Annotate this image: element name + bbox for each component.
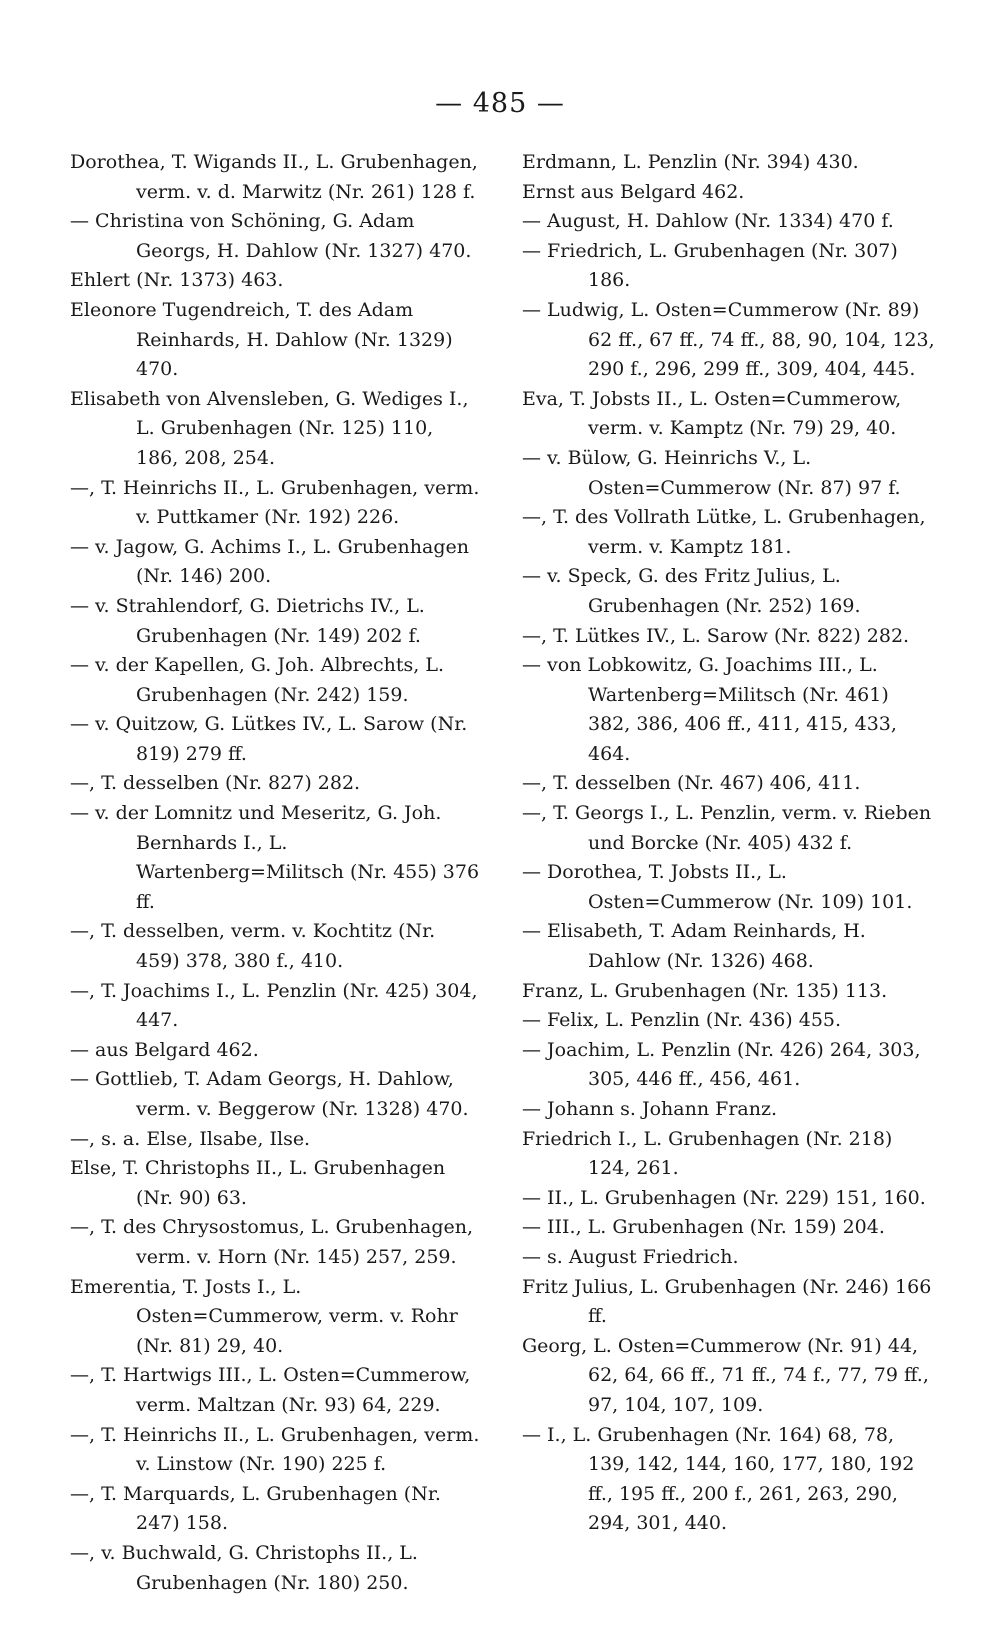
index-entry: Franz, L. Grubenhagen (Nr. 135) 113.	[522, 979, 888, 1002]
index-entry: — Gottlieb, T. Adam Georgs, H. Dahlow, verm. v. Beggerow (Nr. 1328) 470.	[70, 1068, 469, 1120]
index-entry: —, T. des Chrysostomus, L. Grubenhagen, verm. v. Horn (Nr. 145) 257, 259.	[70, 1216, 474, 1268]
index-entry: — v. der Kapellen, G. Joh. Albrechts, L. Grubenhagen (Nr. 242) 159.	[70, 654, 445, 706]
index-entry: —, T. des Vollrath Lütke, L. Grubenhagen, verm. v. Kamptz 181.	[522, 506, 926, 558]
index-entry: — August, H. Dahlow (Nr. 1334) 470 f.	[522, 210, 894, 233]
index-entry: — v. Jagow, G. Achims I., L. Grubenhagen (Nr. 146) 200.	[70, 535, 469, 588]
index-entry: — Christina von Schöning, G. Adam Georgs, H. Dahlow (Nr. 1327) 470.	[70, 210, 472, 262]
index-entry: Erdmann, L. Penzlin (Nr. 394) 430.	[522, 151, 859, 173]
index-entry: Georg, L. Osten=Cummerow (Nr. 91) 44, 62, 64, 66 ff., 71 ff., 74 f., 77, 79 ff., 97, 104, 107, 109.	[522, 1334, 929, 1416]
index-entry: — III., L. Grubenhagen (Nr. 159) 204.	[522, 1216, 885, 1239]
index-entry: — aus Belgard 462.	[70, 1038, 259, 1061]
page-number: — 485 —	[435, 88, 565, 119]
index-entry: — Felix, L. Penzlin (Nr. 436) 455.	[522, 1009, 842, 1032]
index-entry: — Johann s. Johann Franz.	[522, 1098, 778, 1120]
index-entry: Friedrich I., L. Grubenhagen (Nr. 218) 124, 261.	[522, 1127, 893, 1180]
index-entry: —, T. desselben (Nr. 827) 282.	[70, 772, 361, 795]
index-entry: — v. der Lomnitz und Meseritz, G. Joh. Bernhards I., L. Wartenberg=Militsch (Nr. 455) 376 ff.	[70, 802, 480, 913]
index-entry: — I., L. Grubenhagen (Nr. 164) 68, 78, 139, 142, 144, 160, 177, 180, 192 ff., 195 ff., 200 f., 261, 263, 290, 294, 301, 440.	[522, 1423, 915, 1535]
index-entry: Elisabeth von Alvensleben, G. Wediges I., L. Grubenhagen (Nr. 125) 110, 186, 208, 254.	[70, 387, 469, 469]
index-entry: —, T. desselben, verm. v. Kochtitz (Nr. 459) 378, 380 f., 410.	[70, 920, 436, 973]
index-entry: — II., L. Grubenhagen (Nr. 229) 151, 160.	[522, 1186, 926, 1209]
index-entry: —, T. Joachims I., L. Penzlin (Nr. 425) 304, 447.	[70, 979, 478, 1032]
index-entry: — s. August Friedrich.	[522, 1245, 739, 1268]
index-column-right	[522, 148, 937, 1539]
index-entry: —, T. Georgs I., L. Penzlin, verm. v. Rieben und Borcke (Nr. 405) 432 f.	[522, 802, 932, 854]
index-entry: —, s. a. Else, Ilsabe, Ilse.	[70, 1127, 311, 1150]
index-entry: — v. Strahlendorf, G. Dietrichs IV., L. Grubenhagen (Nr. 149) 202 f.	[70, 594, 425, 647]
index-entry: Eleonore Tugendreich, T. des Adam Reinhards, H. Dahlow (Nr. 1329) 470.	[70, 298, 453, 381]
index-entry: Ehlert (Nr. 1373) 463.	[70, 269, 284, 292]
index-entry: — v. Speck, G. des Fritz Julius, L. Grubenhagen (Nr. 252) 169.	[522, 565, 861, 617]
index-entry: Ernst aus Belgard 462.	[522, 180, 745, 203]
index-entry: Else, T. Christophs II., L. Grubenhagen (Nr. 90) 63.	[70, 1157, 446, 1209]
index-entry: Dorothea, T. Wigands II., L. Grubenhagen, verm. v. d. Marwitz (Nr. 261) 128 f.	[70, 151, 478, 203]
index-entry: —, T. Lütkes IV., L. Sarow (Nr. 822) 282.	[522, 624, 910, 647]
index-entry: — Ludwig, L. Osten=Cummerow (Nr. 89) 62 ff., 67 ff., 74 ff., 88, 90, 104, 123, 290 f., 296, 299 ff., 309, 404, 445.	[522, 298, 935, 381]
index-column-left	[70, 148, 480, 1598]
index-entry: —, T. desselben (Nr. 467) 406, 411.	[522, 772, 861, 795]
index-entry: Fritz Julius, L. Grubenhagen (Nr. 246) 166 ff.	[522, 1275, 932, 1328]
index-entry: —, T. Hartwigs III., L. Osten=Cummerow, verm. Maltzan (Nr. 93) 64, 229.	[70, 1364, 471, 1416]
index-entry: Eva, T. Jobsts II., L. Osten=Cummerow, verm. v. Kamptz (Nr. 79) 29, 40.	[522, 387, 902, 440]
index-entry: —, T. Heinrichs II., L. Grubenhagen, verm. v. Puttkamer (Nr. 192) 226.	[70, 476, 480, 529]
index-entry: — von Lobkowitz, G. Joachims III., L. Wartenberg=Militsch (Nr. 461) 382, 386, 406 ff., 411, 415, 433, 464.	[522, 654, 897, 765]
index-entry: — Friedrich, L. Grubenhagen (Nr. 307) 186.	[522, 239, 898, 292]
index-entry: —, T. Heinrichs II., L. Grubenhagen, verm. v. Linstow (Nr. 190) 225 f.	[70, 1423, 480, 1476]
index-entry: — Elisabeth, T. Adam Reinhards, H. Dahlow (Nr. 1326) 468.	[522, 920, 866, 973]
index-entry: — v. Quitzow, G. Lütkes IV., L. Sarow (Nr. 819) 279 ff.	[70, 713, 468, 765]
index-entry: Emerentia, T. Josts I., L. Osten=Cummerow, verm. v. Rohr (Nr. 81) 29, 40.	[70, 1275, 458, 1357]
index-entry: — v. Bülow, G. Heinrichs V., L. Osten=Cummerow (Nr. 87) 97 f.	[522, 446, 901, 499]
index-entry: — Joachim, L. Penzlin (Nr. 426) 264, 303, 305, 446 ff., 456, 461.	[522, 1038, 921, 1091]
index-entry: — Dorothea, T. Jobsts II., L. Osten=Cummerow (Nr. 109) 101.	[522, 861, 913, 913]
index-entry: —, v. Buchwald, G. Christophs II., L. Grubenhagen (Nr. 180) 250.	[70, 1541, 418, 1594]
index-entry: —, T. Marquards, L. Grubenhagen (Nr. 247) 158.	[70, 1482, 441, 1535]
